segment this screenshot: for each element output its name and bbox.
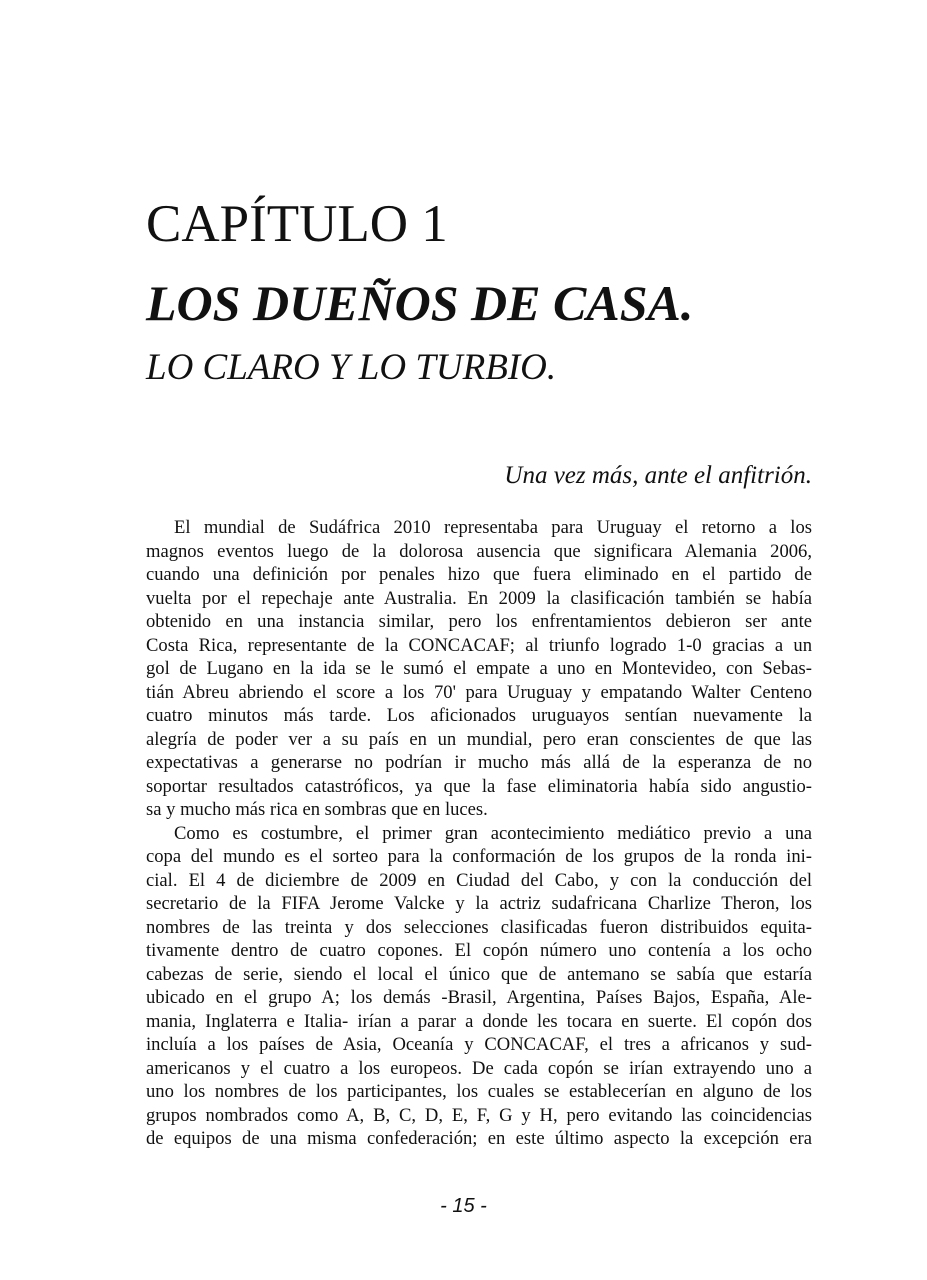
epigraph: Una vez más, ante el anfitrión. <box>504 462 812 489</box>
page-number: - 15 - <box>440 1195 487 1217</box>
text-line: de equipos de una misma confederación; en este último aspecto la excepción era <box>146 1128 812 1149</box>
paragraph <box>146 516 812 822</box>
paragraph <box>146 822 812 1151</box>
text-line: cial. El 4 de diciembre de 2009 en Ciudad del Cabo, y con la conducción del <box>146 869 812 891</box>
text-line: grupos nombrados como A, B, C, D, E, F, G y H, pero evitando las coincidencias <box>146 1104 812 1126</box>
text-line: cabezas de serie, siendo el local el único que de antemano se sabía que estaría <box>146 963 812 985</box>
text-line: gol de Lugano en la ida se le sumó el empate a uno en Montevideo, con Sebas- <box>146 658 812 679</box>
text-line: nombres de las treinta y dos selecciones clasificadas fueron distribuidos equita- <box>146 916 812 938</box>
text-line: sa y mucho más rica en sombras que en luces. <box>146 799 488 820</box>
text-line: soportar resultados catastróficos, ya que la fase eliminatoria había sido angustio- <box>146 775 812 797</box>
text-line: obtenido en una instancia similar, pero los enfrentamientos debieron ser ante <box>146 611 812 632</box>
text-line: vuelta por el repechaje ante Australia. En 2009 la clasificación también se había <box>146 587 812 609</box>
text-line: uno los nombres de los participantes, los cuales se establecerían en alguno de los <box>146 1081 812 1102</box>
text-line: magnos eventos luego de la dolorosa ausencia que significara Alemania 2006, <box>146 540 812 562</box>
text-line: Como es costumbre, el primer gran acontecimiento mediático previo a una <box>174 822 812 844</box>
text-line: ubicado en el grupo A; los demás -Brasil, Argentina, Países Bajos, España, Ale- <box>146 987 812 1008</box>
text-line: tián Abreu abriendo el score a los 70' para Uruguay y empatando Walter Centeno <box>146 681 812 703</box>
text-line: Costa Rica, representante de la CONCACAF; al triunfo logrado 1-0 gracias a un <box>146 634 812 656</box>
text-line: copa del mundo es el sorteo para la conformación de los grupos de la ronda ini- <box>146 846 812 867</box>
text-line: secretario de la FIFA Jerome Valcke y la actriz sudafricana Charlize Theron, los <box>146 893 812 914</box>
text-line: alegría de poder ver a su país en un mundial, pero eran conscientes de que las <box>146 728 812 750</box>
text-line: mania, Inglaterra e Italia- irían a parar a donde les tocara en suerte. El copón dos <box>146 1010 812 1032</box>
text-line: tivamente dentro de cuatro copones. El copón número uno contenía a los ocho <box>146 940 812 961</box>
chapter-title: LOS DUEÑOS DE CASA. <box>146 275 694 331</box>
text-line: americanos y el cuatro a los europeos. De cada copón se irían extrayendo uno a <box>146 1057 812 1079</box>
text-line: incluía a los países de Asia, Oceanía y CONCACAF, el tres a africanos y sud- <box>146 1034 812 1055</box>
body-text <box>146 516 812 1151</box>
text-line: cuatro minutos más tarde. Los aficionados uruguayos sentían nuevamente la <box>146 705 812 726</box>
text-line: expectativas a generarse no podrían ir mucho más allá de la esperanza de no <box>146 752 812 773</box>
chapter-number: CAPÍTULO 1 <box>146 195 448 253</box>
chapter-subtitle: LO CLARO Y LO TURBIO. <box>146 347 557 388</box>
text-line: El mundial de Sudáfrica 2010 representaba para Uruguay el retorno a los <box>174 517 812 538</box>
text-line: cuando una definición por penales hizo que fuera eliminado en el partido de <box>146 564 812 585</box>
